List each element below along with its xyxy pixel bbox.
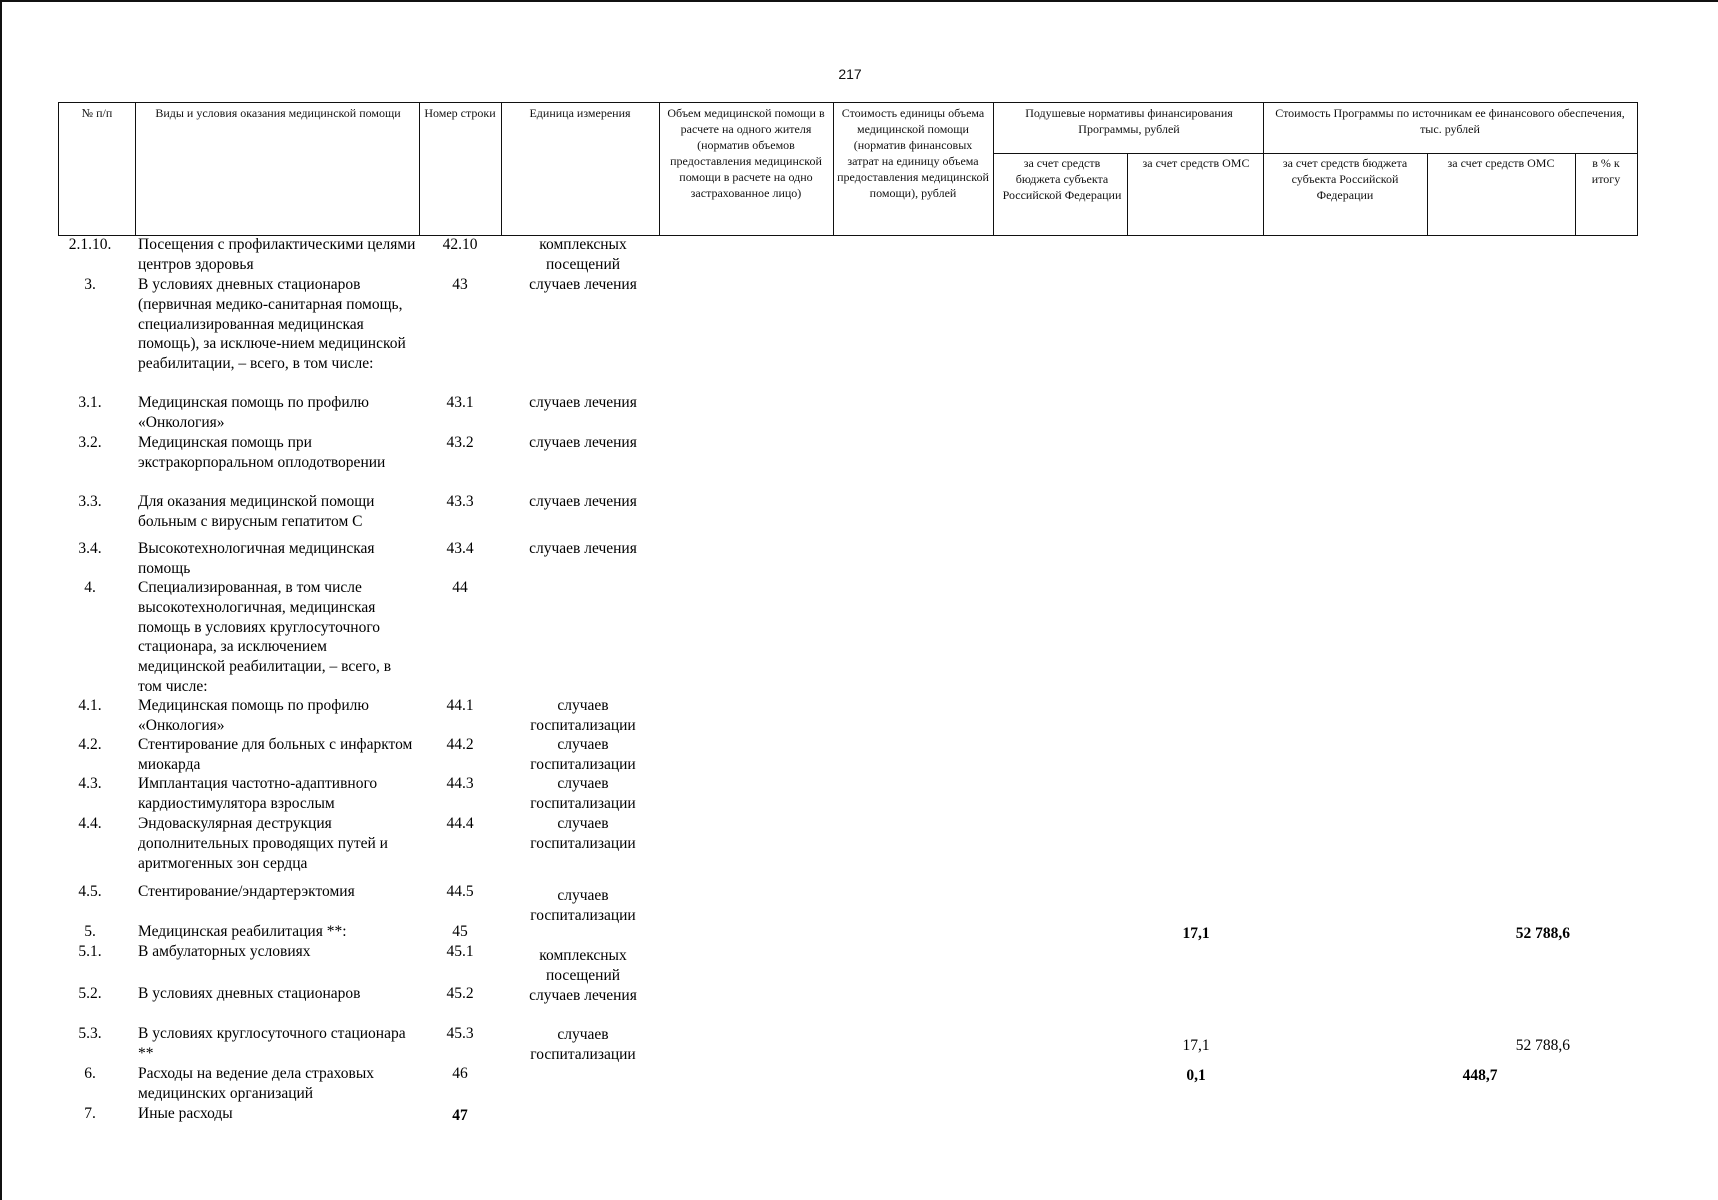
row-unit: случаев госпитализации <box>530 887 636 924</box>
row-number: 4.3. <box>78 775 102 792</box>
header-divider <box>659 103 660 235</box>
row-number: 5.3. <box>78 1025 102 1042</box>
row-number: 2.1.10. <box>68 236 112 253</box>
row-line-number: 45.1 <box>446 943 474 960</box>
row-unit: случаев госпитализации <box>530 815 636 852</box>
row-unit: комплексных посещений <box>539 947 627 984</box>
row-oms-norm: 0,1 <box>1186 1067 1206 1084</box>
row-name: Расходы на ведение дела страховых медицинских организаций <box>138 1065 374 1102</box>
row-name: Для оказания медицинской помощи больным с вирусным гепатитом С <box>138 493 375 530</box>
row-line-number: 47 <box>452 1107 468 1124</box>
row-unit: случаев лечения <box>529 540 637 557</box>
row-line-number: 44.1 <box>446 697 474 714</box>
row-name: Медицинская помощь по профилю «Онкология» <box>138 697 369 734</box>
row-number: 5. <box>84 923 96 940</box>
row-unit: случаев лечения <box>529 493 637 510</box>
row-number: 3.4. <box>78 540 102 557</box>
row-number: 7. <box>84 1105 96 1122</box>
row-line-number: 43.4 <box>446 540 474 557</box>
row-unit: случаев лечения <box>529 276 637 293</box>
header-divider <box>419 103 420 235</box>
row-number: 3.2. <box>78 434 102 451</box>
row-unit: случаев лечения <box>529 987 637 1004</box>
row-line-number: 43.2 <box>446 434 474 451</box>
row-unit: случаев лечения <box>529 434 637 451</box>
row-unit: случаев лечения <box>529 394 637 411</box>
row-number: 4.4. <box>78 815 102 832</box>
row-number: 4.5. <box>78 883 102 900</box>
row-unit: случаев госпитализации <box>530 736 636 773</box>
table-header <box>58 102 1638 236</box>
header-program-oms: за счет средств ОМС <box>1447 156 1555 170</box>
scan-border-top <box>0 0 1718 2</box>
row-line-number: 42.10 <box>442 236 478 253</box>
row-line-number: 46 <box>452 1065 468 1082</box>
header-divider <box>993 103 994 235</box>
row-unit: комплексных посещений <box>539 236 627 273</box>
row-line-number: 44.4 <box>446 815 474 832</box>
row-line-number: 45 <box>452 923 468 940</box>
header-divider <box>1263 103 1264 235</box>
header-divider <box>1427 153 1428 235</box>
row-line-number: 43 <box>452 276 468 293</box>
row-name: Медицинская помощь по профилю «Онкология» <box>138 394 369 431</box>
row-name: В условиях круглосуточного стационара ** <box>138 1025 406 1062</box>
row-line-number: 44 <box>452 579 468 596</box>
row-oms-cost: 448,7 <box>1462 1067 1498 1084</box>
row-name: Иные расходы <box>138 1105 233 1122</box>
row-oms-norm: 17,1 <box>1182 1037 1210 1054</box>
row-number: 6. <box>84 1065 96 1082</box>
header-divider <box>135 103 136 235</box>
header-norms-budget: за счет средств бюджета субъекта Российской Федерации <box>1002 156 1122 202</box>
row-name: В условиях дневных стационаров <box>138 985 361 1002</box>
page-number: 217 <box>838 66 862 82</box>
header-program-percent: в % к итогу <box>1591 156 1621 186</box>
header-divider <box>1127 153 1128 235</box>
row-line-number: 44.5 <box>446 883 474 900</box>
row-name: Имплантация частотно-адаптивного кардиостимулятора взрослым <box>138 775 378 812</box>
row-oms-norm: 17,1 <box>1182 925 1210 942</box>
row-number: 3. <box>84 276 96 293</box>
row-oms-cost: 52 788,6 <box>1515 925 1570 942</box>
row-number: 4.1. <box>78 697 102 714</box>
header-divider <box>833 103 834 235</box>
row-name: Специализированная, в том числе высокотехнологичная, медицинская помощь в условиях круглосуточного стационара, за исключением медицинской реабилитации, – всего, в том числе: <box>138 579 392 695</box>
row-number: 3.3. <box>78 493 102 510</box>
header-col-cost: Стоимость единицы объема медицинской помощи (норматив финансовых затрат на единицу объема предоставления медицинской помощи), рублей <box>837 106 989 200</box>
row-name: Медицинская реабилитация **: <box>138 923 347 940</box>
row-line-number: 43.1 <box>446 394 474 411</box>
row-line-number: 43.3 <box>446 493 474 510</box>
header-group-program: Стоимость Программы по источникам ее финансового обеспечения, тыс. рублей <box>1275 106 1625 136</box>
row-line-number: 45.2 <box>446 985 474 1002</box>
row-name: Посещения с профилактическими целями центров здоровья <box>138 236 416 273</box>
header-divider <box>501 103 502 235</box>
row-name: Медицинская помощь при экстракорпоральном оплодотворении <box>138 434 386 471</box>
row-line-number: 44.2 <box>446 736 474 753</box>
row-name: В амбулаторных условиях <box>138 943 311 960</box>
header-program-budget: за счет средств бюджета субъекта Российской Федерации <box>1282 156 1408 202</box>
row-number: 4.2. <box>78 736 102 753</box>
scan-border-left <box>0 0 2 1200</box>
row-oms-cost: 52 788,6 <box>1515 1037 1570 1054</box>
row-unit: случаев госпитализации <box>530 1026 636 1063</box>
header-norms-oms: за счет средств ОМС <box>1142 156 1250 170</box>
header-group-norms: Подушевые нормативы финансирования Программы, рублей <box>1025 106 1233 136</box>
row-unit: случаев госпитализации <box>530 697 636 734</box>
row-number: 3.1. <box>78 394 102 411</box>
row-number: 5.2. <box>78 985 102 1002</box>
row-name: Стентирование для больных с инфарктом миокарда <box>138 736 413 773</box>
row-unit: случаев госпитализации <box>530 775 636 812</box>
header-divider <box>1575 153 1576 235</box>
header-group-rule <box>993 153 1637 154</box>
row-number: 4. <box>84 579 96 596</box>
row-number: 5.1. <box>78 943 102 960</box>
row-name: В условиях дневных стационаров (первичная медико-санитарная помощь, специализированная медицинская помощь), за исключе-нием медицинской реабилитации, – всего, в том числе: <box>138 276 406 373</box>
header-col-line: Номер строки <box>424 106 496 120</box>
header-col-name: Виды и условия оказания медицинской помощи <box>155 106 401 120</box>
header-col-volume: Объем медицинской помощи в расчете на одного жителя (норматив объемов предоставления медицинской помощи в расчете на одно застрахованное лицо) <box>667 106 825 200</box>
header-col-num: № п/п <box>81 106 113 120</box>
row-name: Эндоваскулярная деструкция дополнительных проводящих путей и аритмогенных зон сердца <box>138 815 388 872</box>
row-name: Высокотехнологичная медицинская помощь <box>138 540 375 577</box>
row-line-number: 45.3 <box>446 1025 474 1042</box>
header-col-unit: Единица измерения <box>529 106 631 120</box>
row-line-number: 44.3 <box>446 775 474 792</box>
row-name: Стентирование/эндартерэктомия <box>138 883 355 900</box>
